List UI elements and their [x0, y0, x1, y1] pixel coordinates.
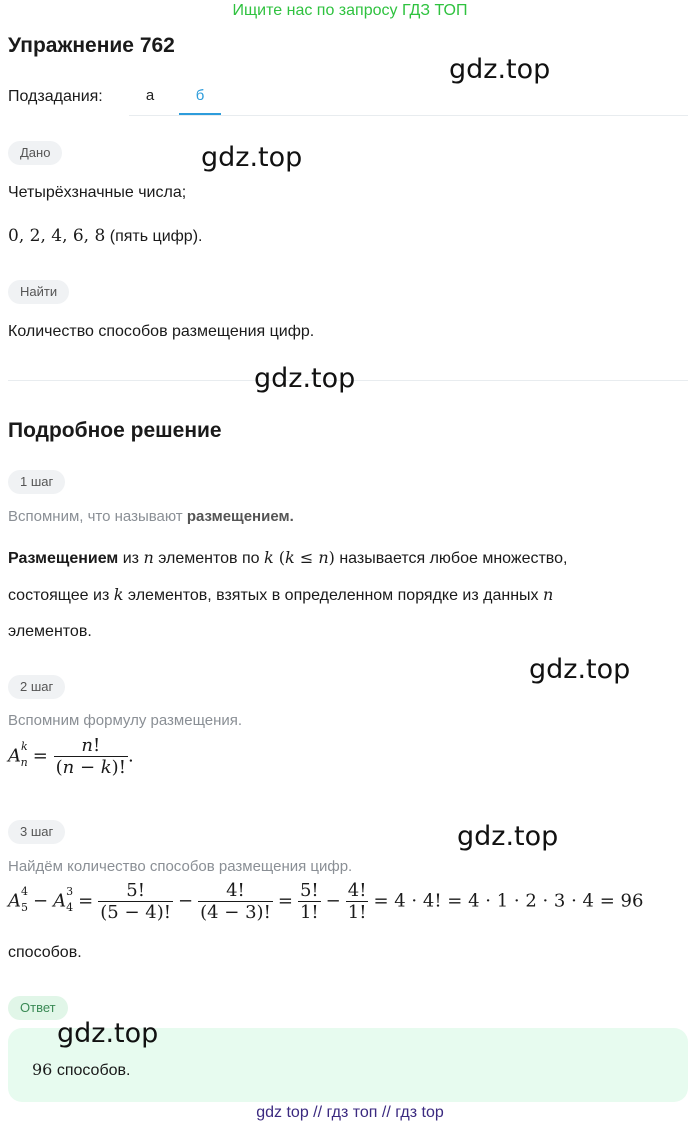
- step1-hint-text: Вспомним, что называют: [8, 508, 183, 525]
- math-n: n: [143, 548, 154, 567]
- step3-tail: способов.: [8, 944, 82, 961]
- step3-chip: 3 шаг: [8, 820, 65, 844]
- step2-chip: 2 шаг: [8, 675, 65, 699]
- footer-link-2[interactable]: гдз топ: [326, 1104, 378, 1121]
- watermark: gdz.top: [457, 821, 559, 852]
- footer-separator: //: [381, 1104, 391, 1121]
- top-banner: Ищите нас по запросу ГДЗ ТОП: [232, 2, 468, 19]
- subtasks-label: Подзадания:: [8, 88, 103, 105]
- calculation-formula: $A^4_5 - A^3_4$ = $\frac{5!}{(5 - 4)!}$ − $\frac{4!}{(4 - 3)!}$ = $\frac{5!}{1!}$ − $\frac{4!}{1!}$ = 4 · 4! = 4 · 1 · 2 · 3 · 4 = 96: [8, 880, 644, 923]
- answer-unit: способов.: [56, 1062, 131, 1079]
- find-chip: Найти: [8, 280, 69, 304]
- given-digits-line: [8, 224, 202, 249]
- watermark: gdz.top: [449, 54, 551, 85]
- step3-hint: Найдём количество способов размещения цифр.: [8, 858, 353, 875]
- step2-hint: Вспомним формулу размещения.: [8, 712, 243, 729]
- watermark: gdz.top: [254, 363, 356, 394]
- footer-separator: //: [313, 1104, 323, 1121]
- given-digits: 0, 2, 4, 6, 8: [8, 226, 106, 246]
- answer-value: 96: [32, 1060, 53, 1079]
- def-bold: Размещением: [8, 550, 119, 567]
- def-part4: состоящее из: [8, 587, 110, 604]
- step1-definition: [8, 540, 688, 650]
- tab-subtask-b[interactable]: б: [179, 80, 221, 115]
- def-part6: элементов.: [8, 623, 92, 640]
- watermark: gdz.top: [529, 654, 631, 685]
- math-n: n: [543, 585, 554, 604]
- footer-link-3[interactable]: гдз top: [395, 1104, 444, 1121]
- page-title: Упражнение 762: [8, 34, 175, 57]
- def-part5: элементов, взятых в определенном порядке из данных: [127, 587, 539, 604]
- tab-subtask-a[interactable]: а: [145, 87, 155, 104]
- given-chip: Дано: [8, 141, 62, 165]
- footer-link-1[interactable]: gdz top: [256, 1104, 309, 1121]
- math-k-cond: k (k ≤ n): [264, 548, 335, 567]
- footer-links: [0, 1104, 700, 1122]
- answer-chip: Ответ: [8, 996, 68, 1020]
- step1-chip: 1 шаг: [8, 470, 65, 494]
- given-line1: Четырёхзначные числа;: [8, 184, 187, 201]
- step1-hint: [8, 505, 294, 529]
- def-part3: называется любое множество,: [339, 550, 568, 567]
- given-digits-note: (пять цифр).: [109, 228, 203, 245]
- watermark: gdz.top: [201, 142, 303, 173]
- math-k: k: [113, 585, 124, 604]
- tabs-divider: [129, 115, 688, 116]
- step1-hint-bold: размещением.: [186, 508, 294, 525]
- formula-arrangement: $A^k_n$ = $\frac{n!}{(n - k)!}$ .: [8, 735, 134, 778]
- answer-text: [32, 1058, 130, 1083]
- find-text: Количество способов размещения цифр.: [8, 323, 315, 340]
- def-part2: элементов по: [158, 550, 260, 567]
- solution-heading: Подробное решение: [8, 419, 222, 442]
- def-part1: из: [122, 550, 139, 567]
- watermark: gdz.top: [57, 1018, 159, 1049]
